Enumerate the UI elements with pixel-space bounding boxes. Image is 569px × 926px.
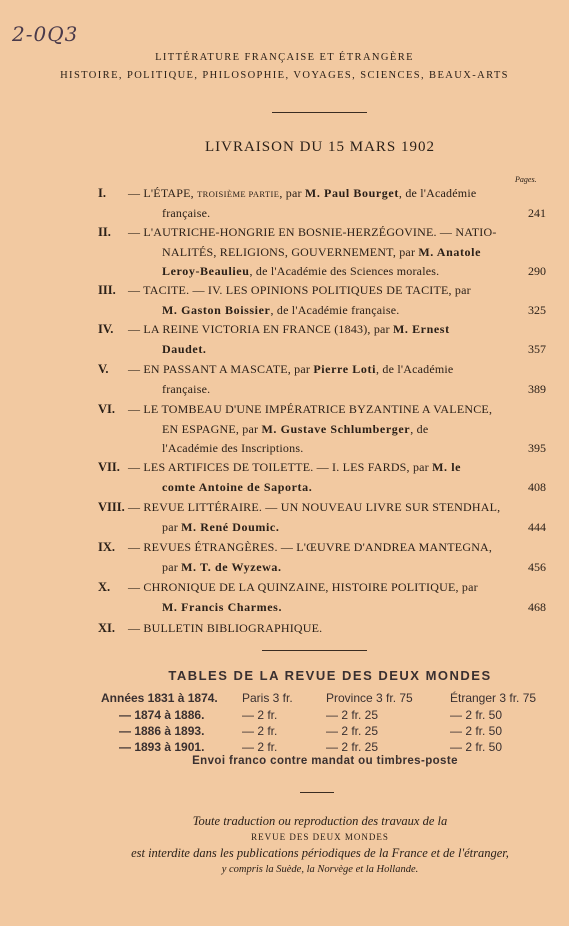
tables-row xyxy=(0,724,569,740)
tables-cell-years: — 1893 à 1901. xyxy=(119,740,205,754)
toc-entry-text: M. Ernest xyxy=(392,322,450,336)
toc-entry-text: , par xyxy=(279,186,305,200)
toc-entry-text: — REVUE LITTÉRAIRE. — UN NOUVEAU LIVRE SUR STENDHAL, xyxy=(128,500,501,514)
divider-rule-tables xyxy=(262,650,367,651)
toc-entry-text: — L'ÉTAPE, xyxy=(128,186,198,200)
tables-cell-province: — 2 fr. 25 xyxy=(326,724,379,738)
toc-entry-text: — REVUES ÉTRANGÈRES. — L'ŒUVRE D'ANDREA MANTEGNA, xyxy=(128,540,493,554)
tables-cell-etranger: Étranger 3 fr. 75 xyxy=(450,691,537,705)
toc-entry-line xyxy=(162,480,502,495)
tables-envoi-note: Envoi franco contre mandat ou timbres-poste xyxy=(192,755,458,767)
toc-entry-line xyxy=(162,560,502,575)
toc-entry-line xyxy=(162,600,502,615)
toc-entry-number: IV. xyxy=(98,322,114,336)
toc-entry-text: — EN PASSANT A MASCATE, par xyxy=(128,362,314,376)
tables-row xyxy=(0,740,569,756)
toc-entry-text: l'Académie des Inscriptions. xyxy=(162,441,304,455)
toc-entry-line xyxy=(162,264,502,279)
tables-cell-paris: Paris 3 fr. xyxy=(242,691,293,705)
toc-entry-line xyxy=(162,422,502,437)
toc-entry-line xyxy=(128,225,503,240)
toc-entry-line xyxy=(162,245,502,260)
toc-entry-line xyxy=(162,303,502,318)
toc-entry-page: 444 xyxy=(528,519,546,534)
toc-entry-text: française. xyxy=(162,205,211,220)
toc-entry-line xyxy=(128,402,503,417)
tables-cell-paris: — 2 fr. xyxy=(242,708,278,722)
toc-entry-number: V. xyxy=(98,362,109,376)
tables-cell-etranger: — 2 fr. 50 xyxy=(450,708,503,722)
toc-entry-number: XI. xyxy=(98,621,116,635)
toc-entry-line xyxy=(128,362,503,377)
toc-entry-text: M. René Doumic. xyxy=(181,519,280,534)
tables-cell-years: — 1886 à 1893. xyxy=(119,724,205,738)
toc-entry-text: — LE TOMBEAU D'UNE IMPÉRATRICE BYZANTINE A VALENCE, xyxy=(128,402,493,416)
toc-entry-line xyxy=(162,382,502,397)
toc-entry-number: IX. xyxy=(98,540,116,554)
issue-title: LIVRAISON DU 15 MARS 1902 xyxy=(204,139,435,155)
tables-title: TABLES DE LA REVUE DES DEUX MONDES xyxy=(168,668,492,683)
notice-line-1: Toute traduction ou reproduction des travaux de la xyxy=(192,814,448,828)
tables-row xyxy=(0,691,569,707)
tables-cell-years: Années 1831 à 1874. xyxy=(101,691,218,705)
toc-entry-text: Leroy-Beaulieu xyxy=(162,264,250,278)
toc-entry-text: NALITÉS, RELIGIONS, GOUVERNEMENT, par xyxy=(162,244,419,259)
divider-rule-notice xyxy=(300,792,334,793)
notice-line-4: y compris la Suède, la Norvège et la Hollande. xyxy=(221,864,419,875)
toc-entry-line xyxy=(128,580,503,595)
toc-entry-text: Daudet. xyxy=(162,341,207,356)
toc-entry-page: 468 xyxy=(528,599,546,614)
toc-entry-text: M. le xyxy=(432,460,462,474)
toc-entry-text: M. Anatole xyxy=(418,244,482,259)
toc-entry-text: par xyxy=(162,519,182,534)
notice-line-3: est interdite dans les publications périodiques de la France et de l'étranger, xyxy=(131,846,509,860)
divider-rule xyxy=(272,112,367,113)
toc-entry-text: M. T. de Wyzewa. xyxy=(181,559,282,574)
toc-entry-line xyxy=(128,540,503,555)
tables-cell-province: — 2 fr. 25 xyxy=(326,708,379,722)
toc-entry-number: VI. xyxy=(98,402,116,416)
toc-entry-page: 290 xyxy=(528,264,546,278)
tables-cell-paris: — 2 fr. xyxy=(242,724,278,738)
toc-entry-page: 325 xyxy=(528,302,546,317)
toc-entry-page: 456 xyxy=(528,559,546,574)
toc-entry-text: , de l'Académie xyxy=(376,362,454,376)
toc-entry-text: , de l'Académie française. xyxy=(270,302,400,317)
tables-cell-province: — 2 fr. 25 xyxy=(326,740,379,754)
toc-entry-page: 241 xyxy=(528,205,546,220)
toc-entry-page: 408 xyxy=(528,479,546,494)
toc-entry-number: I. xyxy=(98,186,106,200)
toc-entry-line xyxy=(128,500,503,515)
toc-entry-line xyxy=(128,322,503,337)
toc-entry-text: française. xyxy=(162,381,211,396)
toc-entry-text: — LA REINE VICTORIA EN FRANCE (1843), par xyxy=(128,322,393,336)
toc-entry-page: 395 xyxy=(528,441,546,455)
tables-cell-etranger: — 2 fr. 50 xyxy=(450,724,503,738)
toc-entry-text: , de l'Académie des Sciences morales. xyxy=(249,264,440,278)
header-line-literature: LITTÉRATURE FRANÇAISE ET ÉTRANGÈRE xyxy=(155,52,414,63)
toc-entry-line xyxy=(162,206,502,221)
tables-cell-paris: — 2 fr. xyxy=(242,740,278,754)
header-line-subjects: HISTOIRE, POLITIQUE, PHILOSOPHIE, VOYAGES, SCIENCES, BEAUX-ARTS xyxy=(60,70,509,81)
toc-entry-line xyxy=(128,460,503,475)
toc-entry-text: — L'AUTRICHE-HONGRIE EN BOSNIE-HERZÉGOVINE. — NATIO- xyxy=(128,225,497,239)
toc-entry-text: M. Gaston Boissier xyxy=(162,302,271,317)
toc-entry-text: , de xyxy=(410,421,429,436)
toc-entry-text: — TACITE. — IV. LES OPINIONS POLITIQUES DE TACITE, par xyxy=(128,283,471,297)
toc-entry-text: M. Francis Charmes. xyxy=(162,599,283,614)
toc-entry-text: par xyxy=(162,559,182,574)
toc-entry-line xyxy=(128,186,503,201)
toc-entry-line xyxy=(162,441,502,456)
toc-entry-number: VIII. xyxy=(98,500,125,514)
tables-cell-etranger: — 2 fr. 50 xyxy=(450,740,503,754)
tables-row xyxy=(0,708,569,724)
toc-entry-text: EN ESPAGNE, par xyxy=(162,421,262,436)
pages-column-label: Pages. xyxy=(515,175,537,184)
toc-entry-text: comte Antoine de Saporta. xyxy=(162,479,313,494)
tables-cell-province: Province 3 fr. 75 xyxy=(326,691,413,705)
toc-entry-text: TROISIÈME PARTIE xyxy=(197,189,280,199)
toc-entry-text: — BULLETIN BIBLIOGRAPHIQUE. xyxy=(128,621,323,635)
toc-entry-line xyxy=(128,621,503,636)
toc-entry-number: X. xyxy=(98,580,111,594)
toc-entry-page: 357 xyxy=(528,341,546,356)
toc-entry-number: II. xyxy=(98,225,111,239)
toc-entry-line xyxy=(162,342,502,357)
toc-entry-page: 389 xyxy=(528,381,546,396)
toc-entry-text: M. Paul Bourget xyxy=(304,186,399,200)
handwritten-shelf-mark: 2-0Q3 xyxy=(12,22,79,46)
toc-entry-text: — CHRONIQUE DE LA QUINZAINE, HISTOIRE POLITIQUE, par xyxy=(128,580,478,594)
toc-entry-number: VII. xyxy=(98,460,120,474)
toc-entry-text: Pierre Loti xyxy=(313,362,376,376)
tables-cell-years: — 1874 à 1886. xyxy=(119,708,205,722)
toc-entry-line xyxy=(162,520,502,535)
toc-entry-line xyxy=(128,283,503,298)
toc-entry-text: , de l'Académie xyxy=(398,186,477,200)
toc-entry-number: III. xyxy=(98,283,116,297)
toc-entry-text: — LES ARTIFICES DE TOILETTE. — I. LES FARDS, par xyxy=(128,460,433,474)
toc-entry-text: M. Gustave Schlumberger xyxy=(261,421,411,436)
notice-line-2: REVUE DES DEUX MONDES xyxy=(251,832,389,842)
